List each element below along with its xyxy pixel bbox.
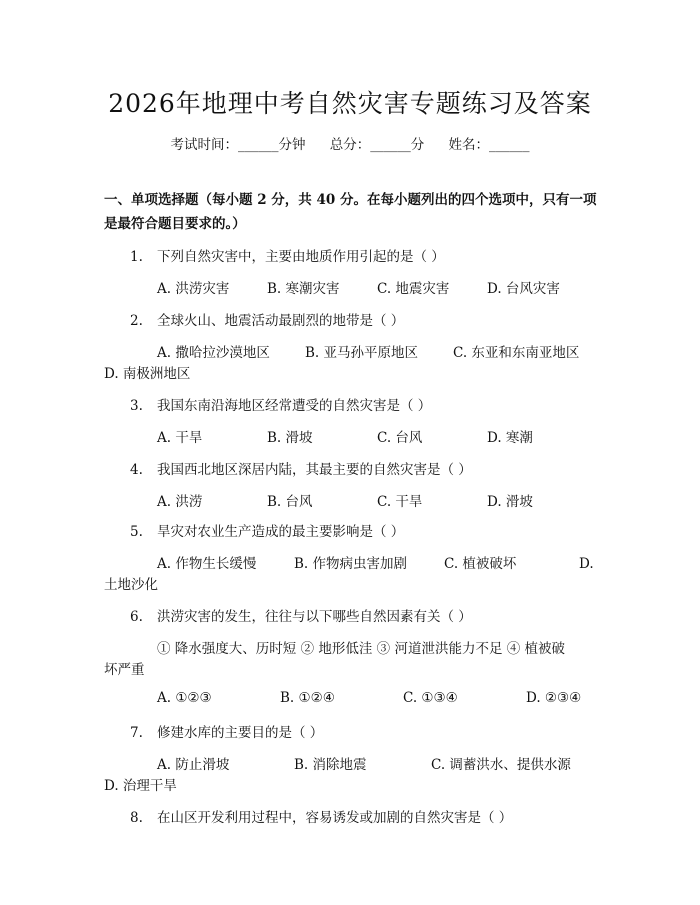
question-7: [130, 721, 323, 741]
option-b: B. 寒潮灾害: [267, 281, 340, 297]
option-c: C. 地震灾害: [377, 281, 450, 297]
option-b: B. 台风: [267, 494, 313, 510]
question-4: [130, 458, 472, 478]
option-c: C. 干旱: [377, 494, 423, 510]
question-stem: 在山区开发利用过程中，容易诱发或加剧的自然灾害是（ ）: [157, 810, 513, 826]
question-number: 2.: [130, 313, 143, 329]
exam-score: 总分：______分: [329, 137, 425, 153]
question-number: 7.: [130, 725, 143, 741]
question-3-options: [157, 426, 597, 446]
question-3: [130, 394, 431, 414]
question-stem: 我国东南沿海地区经常遭受的自然灾害是（ ）: [157, 398, 432, 414]
option-d: D. 南极洲地区: [104, 366, 191, 382]
option-a: A. 洪涝灾害: [157, 281, 230, 297]
option-b: B. 作物病虫害加剧: [294, 556, 408, 572]
exam-meta: [0, 133, 700, 153]
question-1: [130, 245, 445, 265]
question-4-options: [157, 490, 597, 510]
option-d: D. 治理干旱: [104, 778, 177, 794]
question-1-options: [157, 277, 597, 297]
question-2: [130, 309, 404, 329]
question-stem: 旱灾对农业生产造成的最主要影响是（ ）: [157, 524, 405, 540]
option-c: C. 台风: [377, 430, 423, 446]
option-d: D. 台风灾害: [487, 281, 560, 297]
question-number: 6.: [130, 609, 143, 625]
option-d-text: 土地沙化: [104, 577, 158, 593]
option-d-label: D.: [579, 556, 594, 572]
exam-time: 考试时间：______分钟: [170, 137, 306, 153]
student-name: 姓名：______: [448, 137, 530, 153]
question-number: 3.: [130, 398, 143, 414]
question-stem: 洪涝灾害的发生，往往与以下哪些自然因素有关（ ）: [157, 609, 472, 625]
question-6-factors-wrap: 坏严重: [104, 662, 145, 678]
option-b: B. 滑坡: [267, 430, 313, 446]
option-a: A. 防止滑坡: [157, 757, 230, 773]
option-b: B. 亚马孙平原地区: [305, 345, 419, 361]
question-number: 8.: [130, 810, 143, 826]
question-stem: 修建水库的主要目的是（ ）: [157, 725, 324, 741]
option-d: D. 寒潮: [487, 430, 533, 446]
option-c: C. 调蓄洪水、提供水源: [431, 757, 571, 773]
option-c: C. 植被破坏: [444, 556, 517, 572]
option-a: A. 洪涝: [157, 494, 203, 510]
question-6-factors: ① 降水强度大、历时短 ② 地形低洼 ③ 河道泄洪能力不足 ④ 植被破: [157, 641, 566, 657]
option-a: A. 干旱: [157, 430, 203, 446]
question-5: [130, 520, 404, 540]
option-b: B. 消除地震: [294, 757, 367, 773]
option-d: D. ②③④: [526, 690, 582, 706]
question-stem: 我国西北地区深居内陆，其最主要的自然灾害是（ ）: [157, 462, 472, 478]
question-6: [130, 605, 472, 625]
option-a: A. 作物生长缓慢: [157, 556, 257, 572]
question-number: 5.: [130, 524, 143, 540]
option-a: A. 撒哈拉沙漠地区: [157, 345, 270, 361]
question-8: [130, 806, 512, 826]
option-d: D. 滑坡: [487, 494, 533, 510]
page-title: 2026年地理中考自然灾害专题练习及答案: [108, 89, 592, 118]
option-b: B. ①②④: [280, 690, 335, 706]
question-stem: 全球火山、地震活动最剧烈的地带是（ ）: [157, 313, 405, 329]
option-c: C. ①③④: [403, 690, 458, 706]
question-6-options: [157, 690, 597, 706]
question-number: 4.: [130, 462, 143, 478]
question-5-options: [157, 552, 597, 572]
question-7-options: [157, 753, 597, 773]
question-2-options: [157, 341, 597, 361]
section-heading: 一、单项选择题（每小题 2 分，共 40 分。在每小题列出的四个选项中，只有一项是最符合题目要求的。）: [104, 192, 597, 232]
option-c: C. 东亚和东南亚地区: [453, 345, 580, 361]
question-stem: 下列自然灾害中，主要由地质作用引起的是（ ）: [157, 249, 445, 265]
question-number: 1.: [130, 249, 143, 265]
option-a: A. ①②③: [157, 690, 212, 706]
